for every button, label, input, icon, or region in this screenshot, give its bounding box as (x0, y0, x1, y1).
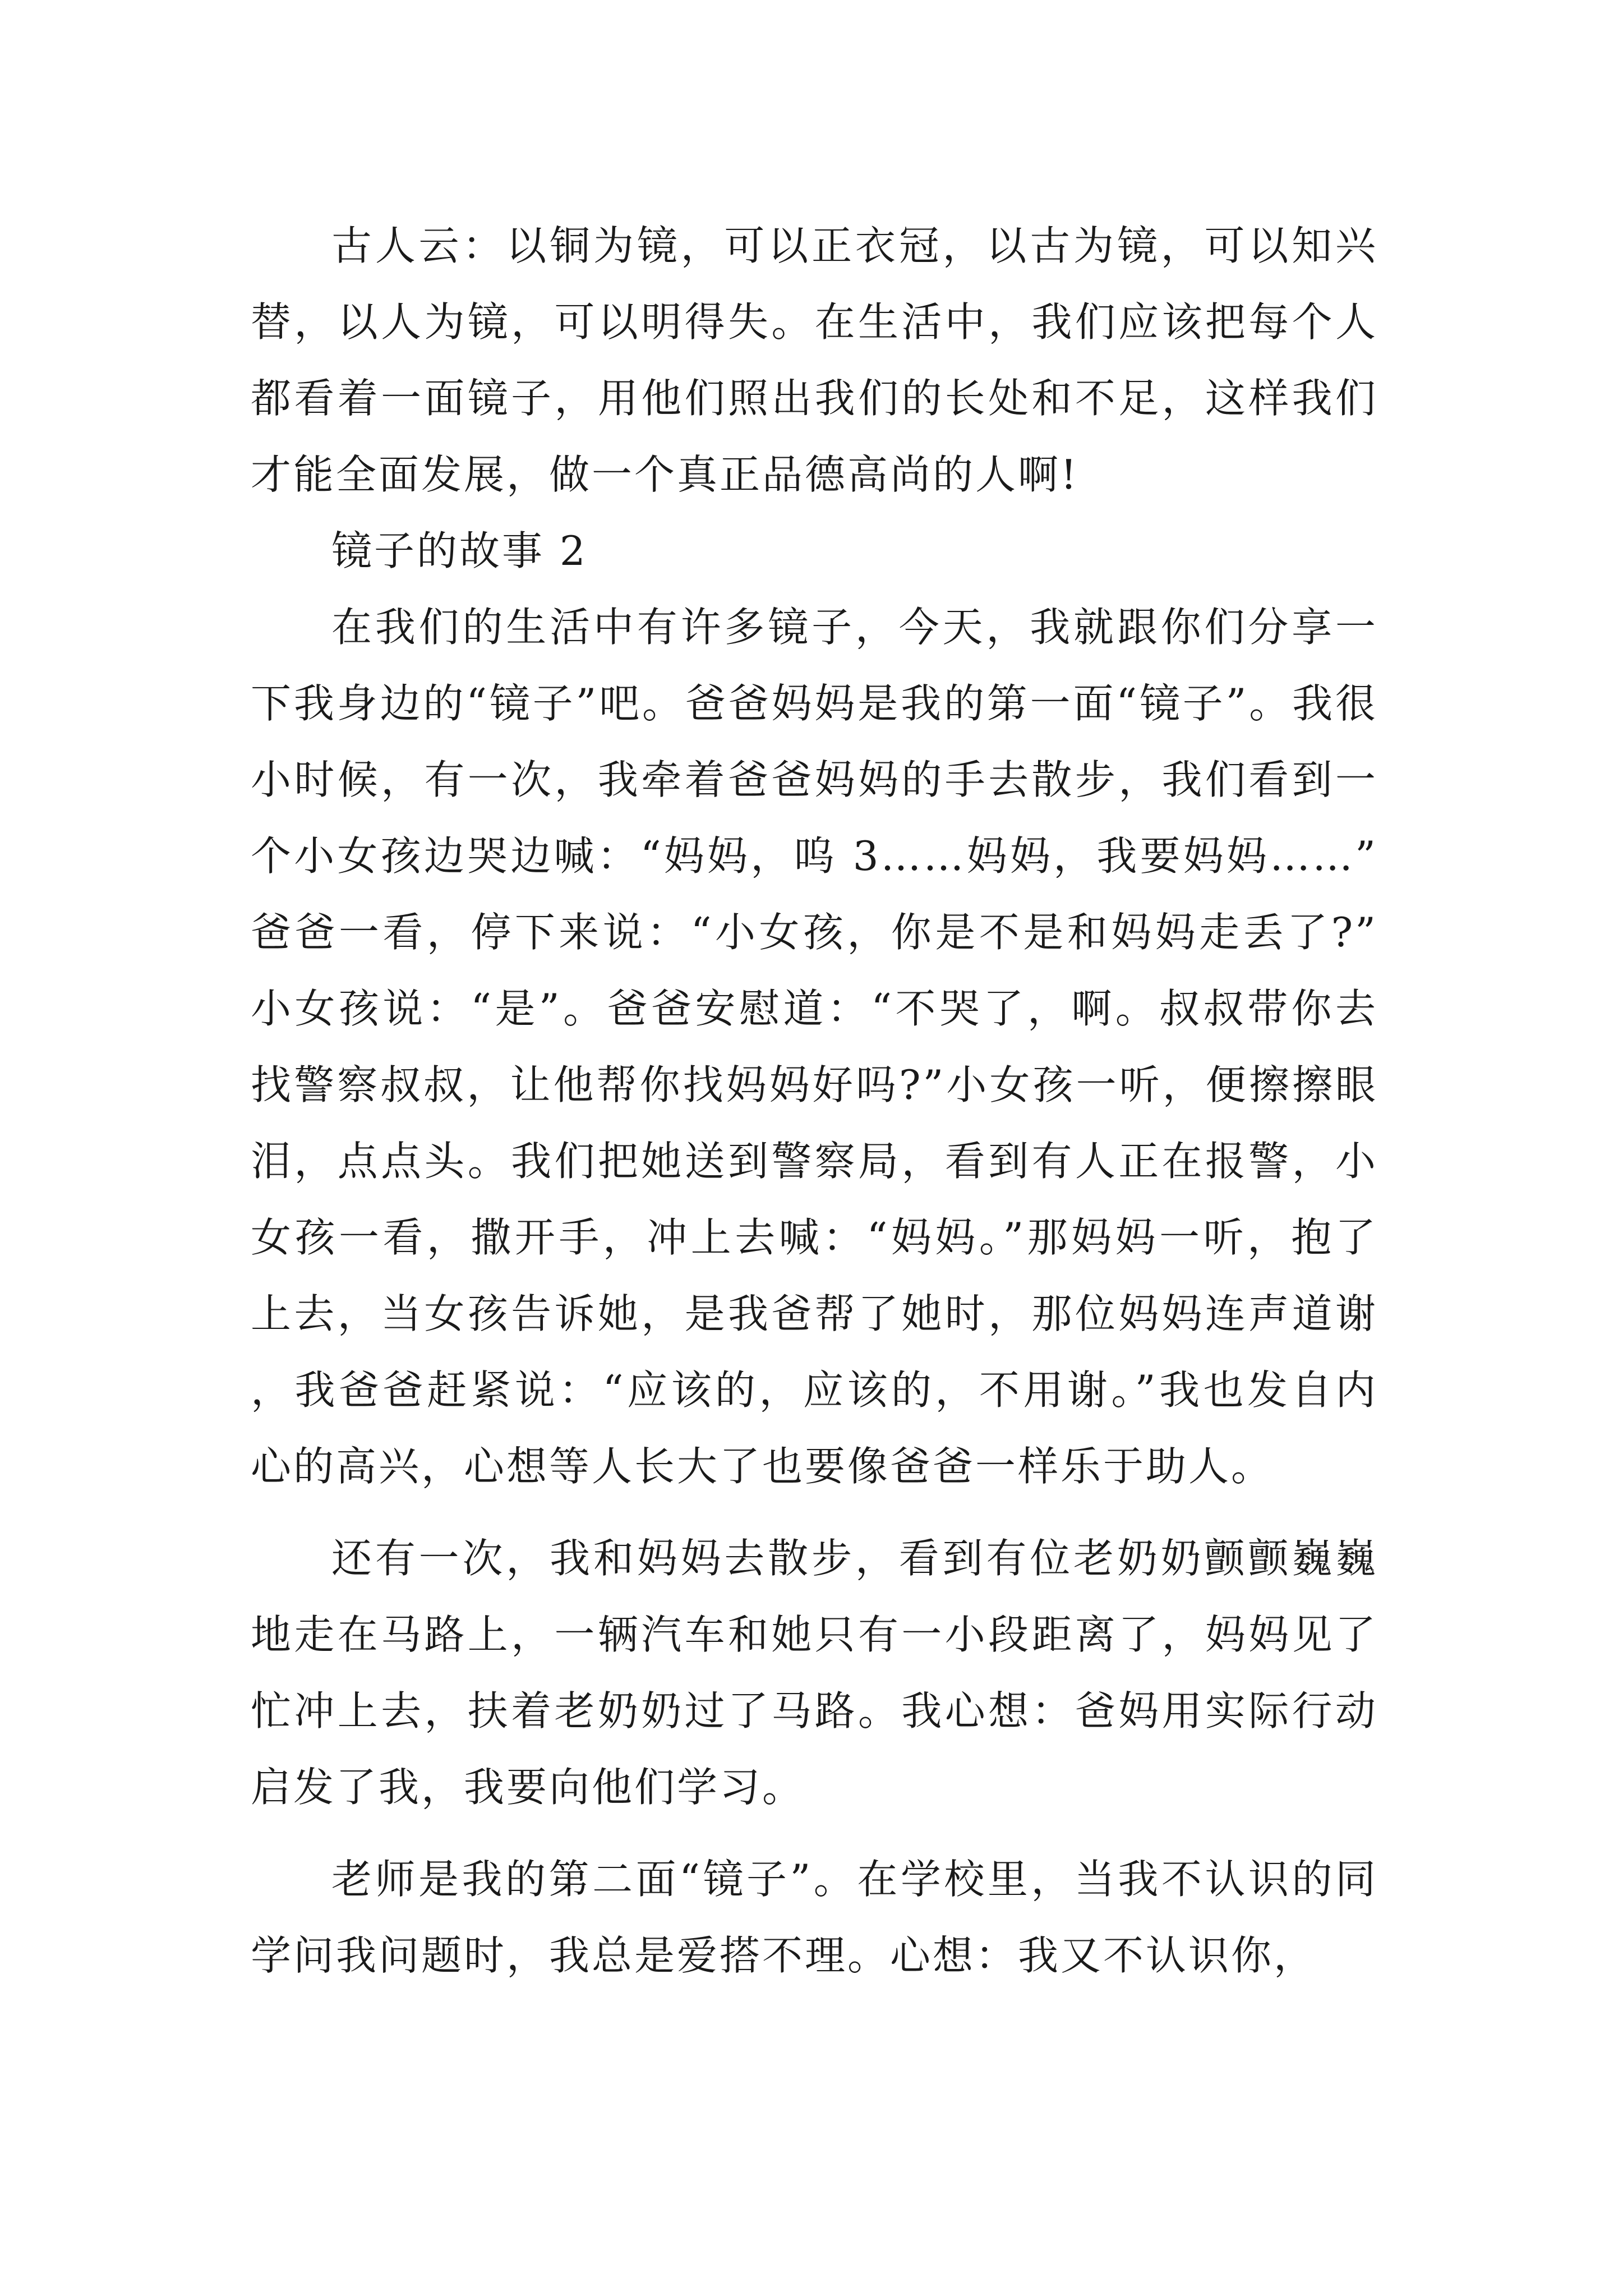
paragraph-teacher-mirror: 老师是我的第二面“镜子”。在学校里，当我不认识的同学问我问题时，我总是爱搭不理。心想：我又不认识你， (251, 1856, 1378, 1979)
document-body (251, 208, 1378, 1994)
paragraph-parents-story: 在我们的生活中有许多镜子，今天，我就跟你们分享一下我身边的“镜子”吧。爸爸妈妈是我的第一面“镜子”。我很小时候，有一次，我牵着爸爸妈妈的手去散步，我们看到一个小女孩边哭边喊：“妈妈，呜 3……妈妈，我要妈妈……”爸爸一看，停下来说：“小女孩，你是不是和妈妈走丢了?”小女孩说：“是”。爸爸安慰道：“不哭了，啊。叔叔带你去找警察叔叔，让他帮你找妈妈好吗?”小女孩一听，便擦擦眼泪，点点头。我们把她送到警察局，看到有人正在报警，小女孩一看，撒开手，冲上去喊：“妈妈。”那妈妈一听，抱了上去，当女孩告诉她，是我爸帮了她时，那位妈妈连声道谢，我爸爸赶紧说：“应该的，应该的，不用谢。”我也发自内心的高兴，心想等人长大了也要像爸爸一样乐于助人。 (251, 604, 1378, 1490)
paragraph-grandma-story: 还有一次，我和妈妈去散步，看到有位老奶奶颤颤巍巍地走在马路上，一辆汽车和她只有一小段距离了，妈妈见了忙冲上去，扶着老奶奶过了马路。我心想：爸妈用实际行动启发了我，我要向他们学习。 (251, 1535, 1378, 1811)
section-heading: 镜子的故事 2 (331, 527, 588, 574)
paragraph-gap (251, 1504, 1378, 1520)
paragraph-gap (251, 1825, 1378, 1841)
paragraph-mirror-quote: 古人云：以铜为镜，可以正衣冠，以古为镜，可以知兴替，以人为镜，可以明得失。在生活中，我们应该把每个人都看着一面镜子，用他们照出我们的长处和不足，这样我们才能全面发展，做一个真正品德高尚的人啊! (251, 222, 1378, 498)
